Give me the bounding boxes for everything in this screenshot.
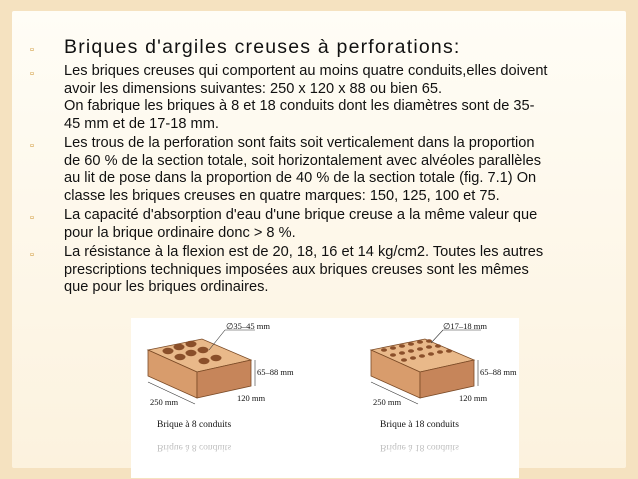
height-label: 65–88 mm (480, 367, 517, 377)
bullet-line: Les trous de la perforation sont faits soit verticalement dans la proportion (64, 135, 535, 151)
bullet-line: prescriptions techniques imposées aux briques creuses sont les mêmes (64, 261, 529, 278)
bullet-line: de 60 % de la section totale, soit horizontalement avec alvéoles parallèles (64, 152, 542, 169)
bullet-1 (30, 63, 618, 133)
bullet-line: Les briques creuses qui comportent au moins quatre conduits,elles doivent (64, 63, 548, 79)
bullet-4 (30, 244, 618, 297)
bullet-line: On fabrique les briques à 8 et 18 conduits dont les diamètres sont de 35- (64, 98, 535, 114)
bullet-marker-icon: ▫ (30, 212, 34, 224)
bullet-line: au lit de pose dans la proportion de 40 % de la section totale (fig. 7.1) On (64, 170, 537, 186)
bullet-2 (30, 135, 618, 205)
width-label: 120 mm (237, 393, 266, 403)
bullet-marker-icon: ▫ (30, 68, 34, 80)
hole-diameter-label: ∅17–18 mm (443, 321, 488, 331)
length-label: 250 mm (150, 397, 179, 407)
width-label: 120 mm (459, 393, 488, 403)
bullet-title (30, 34, 618, 60)
bullet-line: La capacité d'absorption d'eau d'une brique creuse a la même valeur que (64, 207, 538, 223)
bullet-line: classe les briques creuses en quatre marques: 150, 125, 100 et 75. (64, 187, 500, 204)
bullet-list (30, 34, 618, 299)
figure-caption: Brique à 8 conduits (157, 420, 232, 430)
length-label: 250 mm (373, 397, 402, 407)
caption-reflection: Brique à 8 conduits (157, 442, 232, 452)
brick-figure (131, 318, 519, 478)
slide-title: Briques d'argiles creuses à perforations: (64, 36, 461, 58)
hole-diameter-label: ∅35–45 mm (226, 321, 271, 331)
bullet-marker-icon: ▫ (30, 249, 34, 261)
caption-reflection: Brique à 18 conduits (380, 442, 459, 452)
figure-caption: Brique à 18 conduits (380, 420, 459, 430)
bullet-marker-icon: ▫ (30, 44, 36, 56)
bullet-line: La résistance à la flexion est de 20, 18, 16 et 14 kg/cm2. Toutes les autres (64, 244, 544, 260)
bullet-marker-icon: ▫ (30, 140, 34, 152)
height-label: 65–88 mm (257, 367, 294, 377)
bullet-line: que pour les briques ordinaires. (64, 279, 269, 295)
bullet-line: pour la brique ordinaire donc > 8 %. (64, 224, 296, 241)
bullet-line: avoir les dimensions suivantes: 250 x 120 x 88 ou bien 65. (64, 80, 443, 97)
bullet-line: 45 mm et de 17-18 mm. (64, 115, 219, 132)
bullet-3 (30, 207, 618, 242)
